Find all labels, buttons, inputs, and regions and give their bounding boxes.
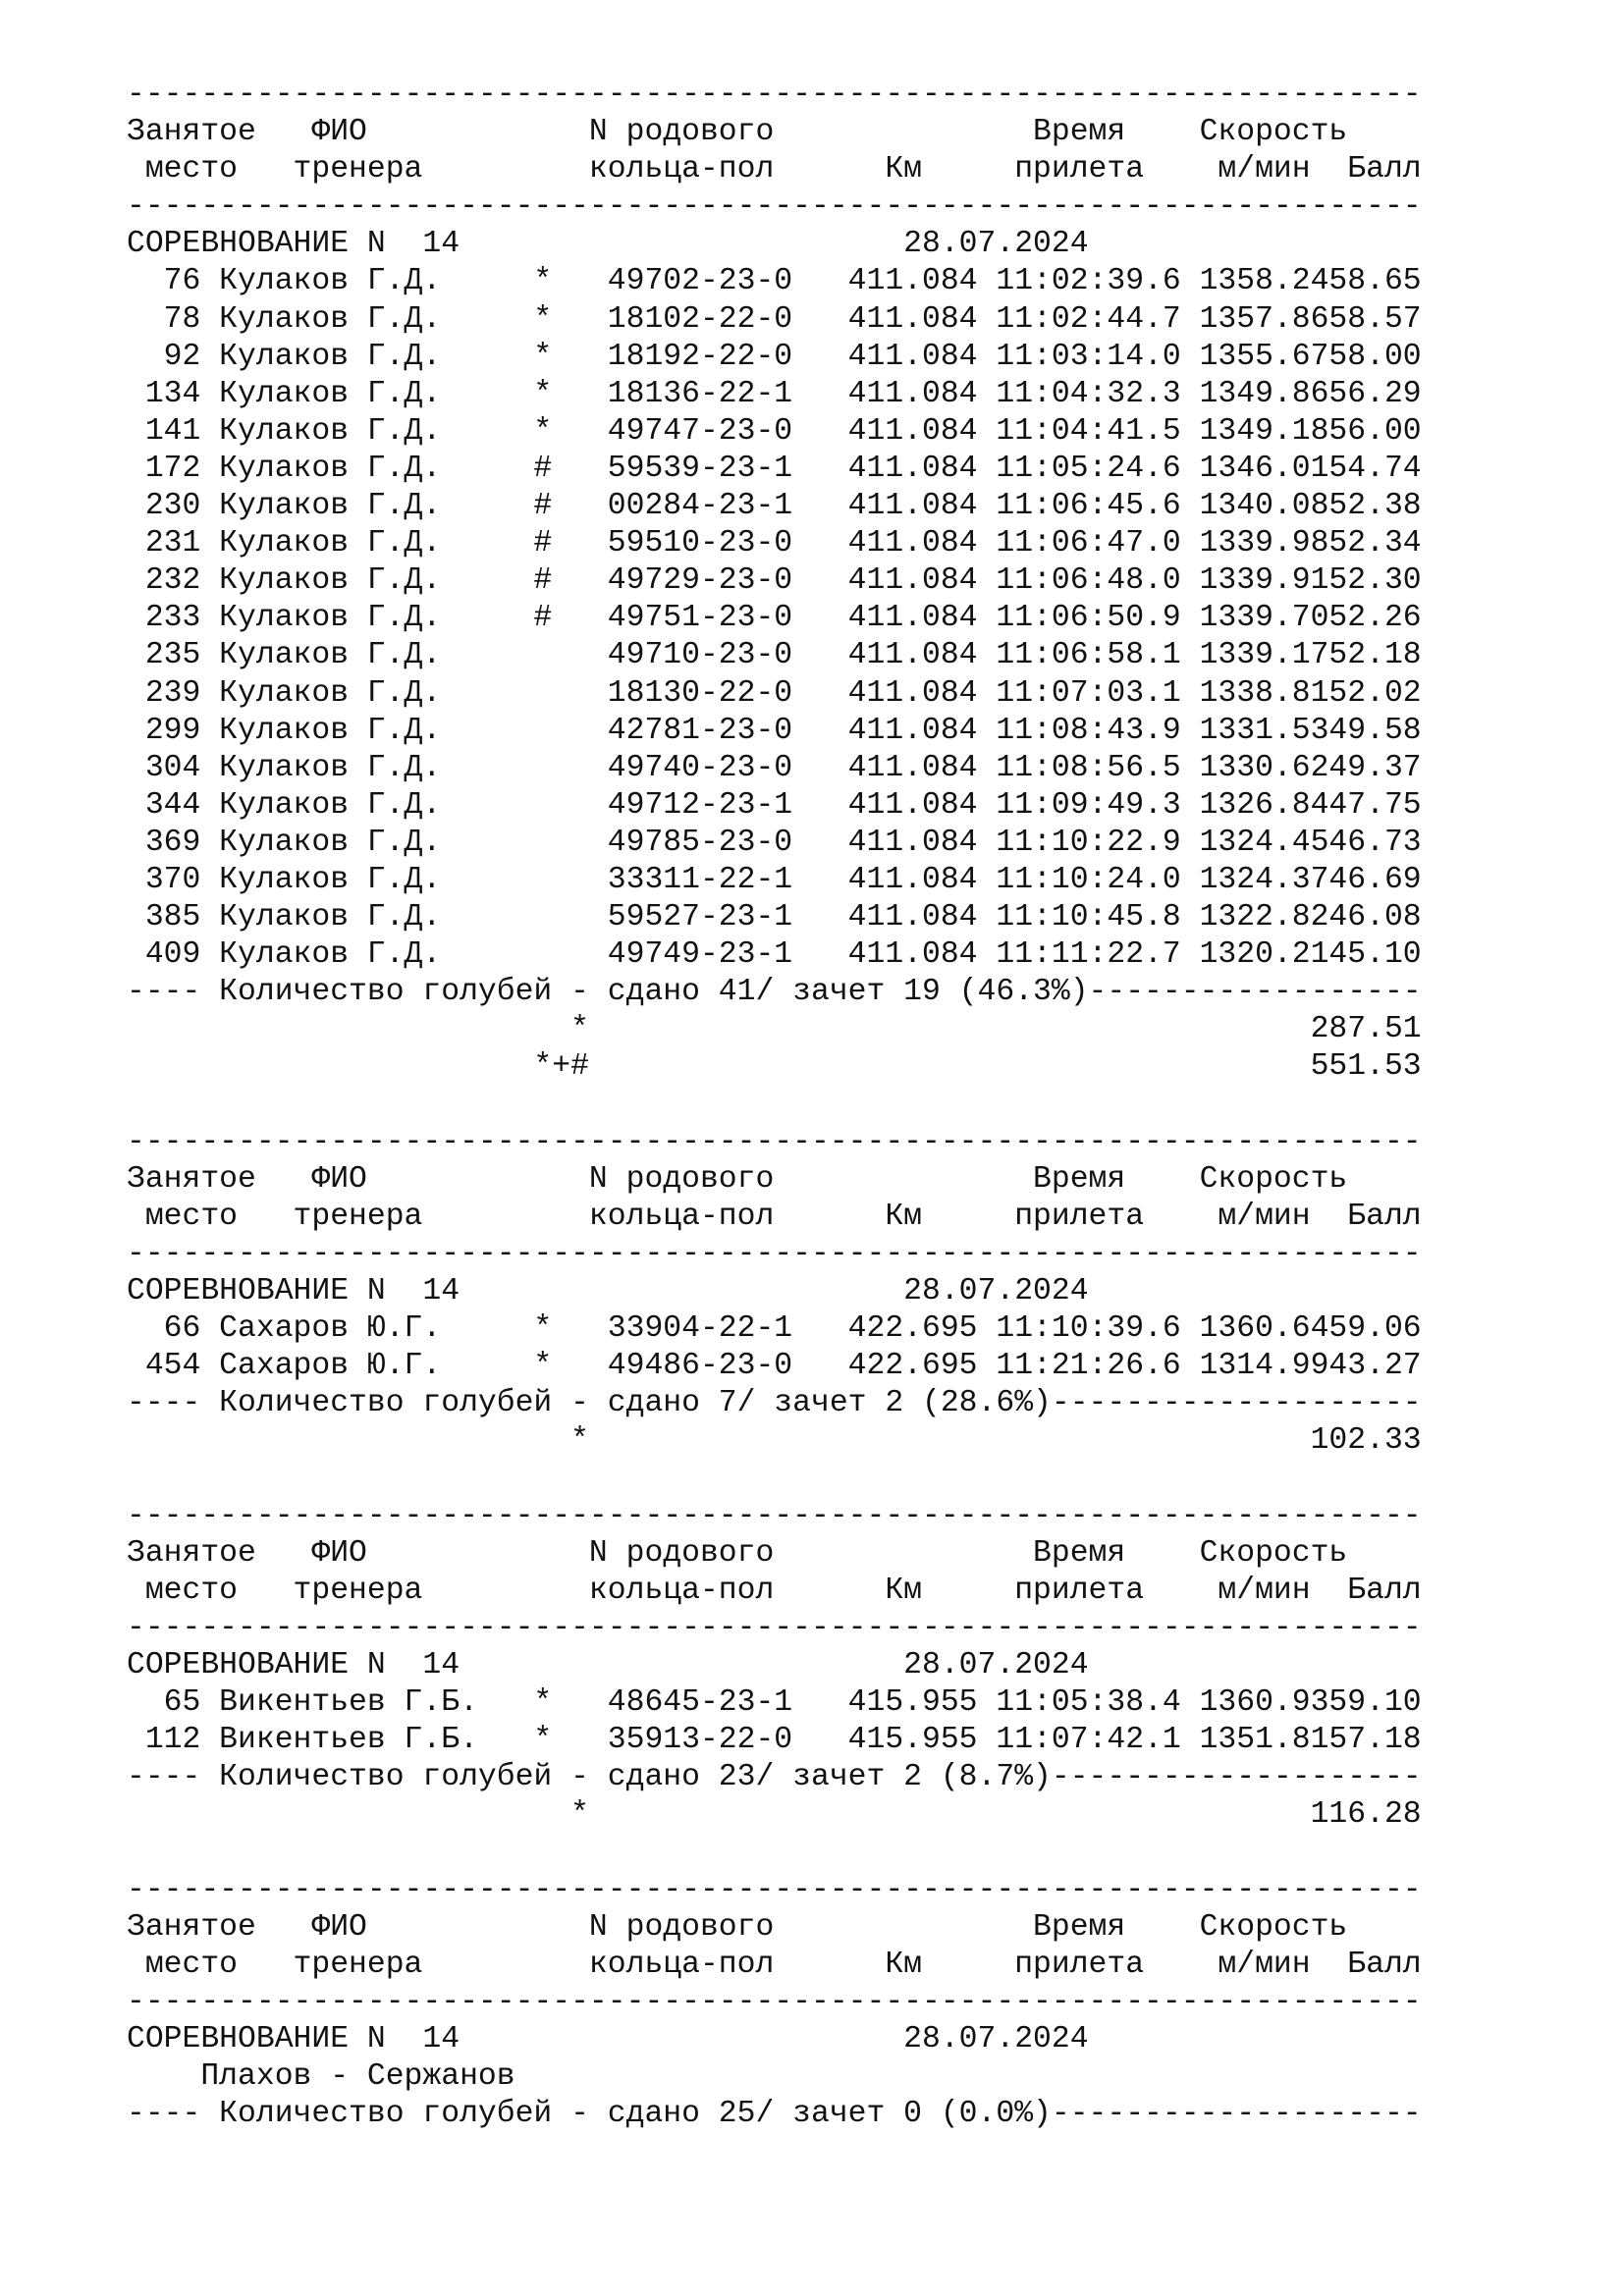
total-line: * 287.51 [127, 1012, 1422, 1047]
table-row: 65 Викентьев Г.Б. * 48645-23-1 415.955 11:05:38.4 1360.9359.10 [127, 1685, 1422, 1721]
separator-line: ---------------------------------------------------------------------- [127, 78, 1422, 112]
table-row: 76 Кулаков Г.Д. * 49702-23-0 411.084 11:02:39.6 1358.2458.65 [127, 264, 1422, 299]
separator-line: ---------------------------------------------------------------------- [127, 1610, 1422, 1645]
competition-title: СОРЕВНОВАНИЕ N 14 28.07.2024 [127, 2021, 1089, 2056]
table-header-line-1: Занятое ФИО N родового Время Скорость [127, 115, 1348, 150]
table-row: 409 Кулаков Г.Д. 49749-23-1 411.084 11:11:22.7 1320.2145.10 [127, 937, 1422, 973]
table-row: 370 Кулаков Г.Д. 33311-22-1 411.084 11:10:24.0 1324.3746.69 [127, 862, 1422, 897]
table-row: 112 Викентьев Г.Б. * 35913-22-0 415.955 11:07:42.1 1351.8157.18 [127, 1723, 1422, 1758]
summary-line: ---- Количество голубей - сдано 7/ зачет 2 (28.6%)-------------------- [127, 1386, 1422, 1421]
competition-title: СОРЕВНОВАНИЕ N 14 28.07.2024 [127, 1274, 1089, 1308]
table-header-line-2: место тренера кольца-пол Км прилета м/мин Балл [127, 1199, 1422, 1234]
separator-line: ---------------------------------------------------------------------- [127, 189, 1422, 225]
total-line: * 102.33 [127, 1423, 1422, 1459]
table-row: 385 Кулаков Г.Д. 59527-23-1 411.084 11:10:45.8 1322.8246.08 [127, 900, 1422, 935]
table-row: 231 Кулаков Г.Д. # 59510-23-0 411.084 11:06:47.0 1339.9852.34 [127, 526, 1422, 561]
competition-title: СОРЕВНОВАНИЕ N 14 28.07.2024 [127, 1647, 1089, 1682]
table-row: 304 Кулаков Г.Д. 49740-23-0 411.084 11:08:56.5 1330.6249.37 [127, 750, 1422, 785]
table-row: 344 Кулаков Г.Д. 49712-23-1 411.084 11:09:49.3 1326.8447.75 [127, 787, 1422, 823]
results-report [127, 77, 1422, 2133]
table-header-line-2: место тренера кольца-пол Км прилета м/мин Балл [127, 1573, 1422, 1608]
table-row: 233 Кулаков Г.Д. # 49751-23-0 411.084 11:06:50.9 1339.7052.26 [127, 601, 1422, 636]
table-header-line-1: Занятое ФИО N родового Время Скорость [127, 1909, 1348, 1945]
spacer-line [127, 1834, 1422, 1871]
table-row: 369 Кулаков Г.Д. 49785-23-0 411.084 11:10:22.9 1324.4546.73 [127, 825, 1422, 860]
table-row: 172 Кулаков Г.Д. # 59539-23-1 411.084 11:05:24.6 1346.0154.74 [127, 451, 1422, 486]
table-row: 235 Кулаков Г.Д. 49710-23-0 411.084 11:06:58.1 1339.1752.18 [127, 638, 1422, 673]
table-row: 134 Кулаков Г.Д. * 18136-22-1 411.084 11:04:32.3 1349.8656.29 [127, 376, 1422, 411]
table-row: 141 Кулаков Г.Д. * 49747-23-0 411.084 11:04:41.5 1349.1856.00 [127, 413, 1422, 449]
table-header-line-1: Занятое ФИО N родового Время Скорость [127, 1161, 1348, 1197]
table-header-line-1: Занятое ФИО N родового Время Скорость [127, 1535, 1348, 1571]
total-line: * 116.28 [127, 1797, 1422, 1833]
competition-title: СОРЕВНОВАНИЕ N 14 28.07.2024 [127, 227, 1089, 262]
summary-line: ---- Количество голубей - сдано 41/ зачет 19 (46.3%)------------------ [127, 975, 1422, 1010]
table-header-line-2: место тренера кольца-пол Км прилета м/мин Балл [127, 152, 1422, 187]
table-row: 239 Кулаков Г.Д. 18130-22-0 411.084 11:07:03.1 1338.8152.02 [127, 675, 1422, 711]
table-row: 92 Кулаков Г.Д. * 18192-22-0 411.084 11:03:14.0 1355.6758.00 [127, 339, 1422, 374]
table-row: 299 Кулаков Г.Д. 42781-23-0 411.084 11:08:43.9 1331.5349.58 [127, 713, 1422, 748]
table-row: 66 Сахаров Ю.Г. * 33904-22-1 422.695 11:10:39.6 1360.6459.06 [127, 1311, 1422, 1347]
spacer-line [127, 1087, 1422, 1124]
table-row: 230 Кулаков Г.Д. # 00284-23-1 411.084 11:06:45.6 1340.0852.38 [127, 489, 1422, 524]
table-row: 454 Сахаров Ю.Г. * 49486-23-0 422.695 11:21:26.6 1314.9943.27 [127, 1349, 1422, 1384]
table-header-line-2: место тренера кольца-пол Км прилета м/мин Балл [127, 1947, 1422, 1982]
owner-line: Плахов - Сержанов [127, 2058, 515, 2094]
table-row: 232 Кулаков Г.Д. # 49729-23-0 411.084 11:06:48.0 1339.9152.30 [127, 563, 1422, 599]
separator-line: ---------------------------------------------------------------------- [127, 1498, 1422, 1533]
separator-line: ---------------------------------------------------------------------- [127, 1124, 1422, 1159]
spacer-line [127, 1460, 1422, 1497]
total-line: *+# 551.53 [127, 1049, 1422, 1085]
separator-line: ---------------------------------------------------------------------- [127, 1984, 1422, 2019]
summary-line: ---- Количество голубей - сдано 23/ зачет 2 (8.7%)-------------------- [127, 1760, 1422, 1795]
summary-line: ---- Количество голубей - сдано 25/ зачет 0 (0.0%)-------------------- [127, 2097, 1422, 2132]
table-row: 78 Кулаков Г.Д. * 18102-22-0 411.084 11:02:44.7 1357.8658.57 [127, 301, 1422, 337]
separator-line: ---------------------------------------------------------------------- [127, 1872, 1422, 1907]
separator-line: ---------------------------------------------------------------------- [127, 1236, 1422, 1271]
